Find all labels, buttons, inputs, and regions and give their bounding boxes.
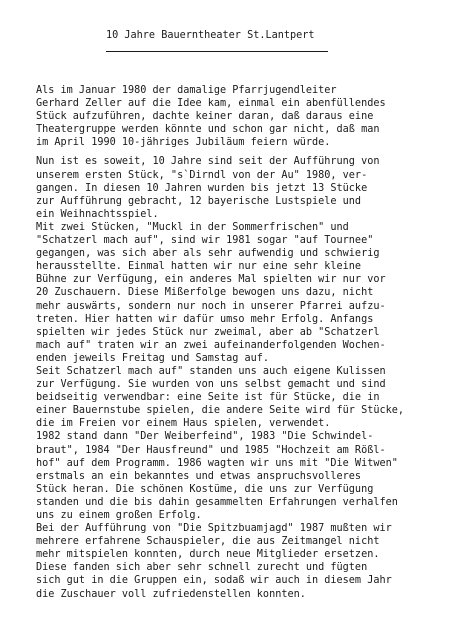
text-line: "Schatzerl mach auf", sind wir 1981 sogar "auf Tournee" <box>36 235 374 247</box>
text-line: gangen. In diesen 10 Jahren wurden bis jetzt 13 Stücke <box>36 182 368 194</box>
text-line: mach auf" traten wir an zwei aufeinanderfolgenden Wochen- <box>36 339 386 351</box>
text-line: im April 1990 10-jähriges Jubiläum feiern würde. <box>36 137 331 149</box>
text-line: Als im Januar 1980 der damalige Pfarrjugendleiter <box>36 85 337 96</box>
text-line: erstmals an ein bekanntes und etwas anspruchsvolleres <box>36 470 362 482</box>
text-line: spielten wir jedes Stück nur zweimal, aber ab "Schatzerl <box>36 326 380 338</box>
text-line: gegangen, was sich aber als sehr aufwendig und schwierig <box>36 248 380 260</box>
text-line: unserem ersten Stück, "s`Dirndl von der Au" 1980, ver- <box>36 169 368 181</box>
title-underline <box>106 51 328 52</box>
text-line: uns zu einem großen Erfolg. <box>36 510 202 521</box>
text-line: mehrere erfahrene Schauspieler, die aus Zeitmangel nicht <box>36 536 380 548</box>
text-line: Nun ist es soweit, 10 Jahre sind seit der Aufführung von <box>36 156 380 168</box>
text-line: mehr auswärts, sondern nur noch in unserer Pfarrei aufzu- <box>36 300 386 312</box>
text-line: Bei der Aufführung von "Die Spitzbuamjagd" 1987 mußten wir <box>36 523 392 535</box>
text-line: beidseitig verwendbar: eine Seite ist für Stücke, die in <box>36 392 380 404</box>
text-line: Bühne zur Verfügung, ein anderes Mal spielten wir nur vor <box>36 274 386 286</box>
text-line: braut", 1984 "Der Hausfreund" und 1985 "Hochzeit am Rößl- <box>36 444 386 456</box>
text-line: ein Weihnachtsspiel. <box>36 208 159 220</box>
text-line: sich gut in die Gruppen ein, sodaß wir auch in diesem Jahr <box>36 575 392 587</box>
document-body <box>36 84 444 601</box>
text-line: 1982 stand dann "Der Weiberfeind", 1983 "Die Schwindel- <box>36 431 374 443</box>
paragraph <box>36 155 444 600</box>
text-line: treten. Hier hatten wir dafür umso mehr Erfolg. Anfangs <box>36 313 374 325</box>
text-line: Gerhard Zeller auf die Idee kam, einmal ein abenfüllendes <box>36 98 386 110</box>
text-line: Diese fanden sich aber sehr schnell zurecht und fügten <box>36 562 368 574</box>
text-line: Theatergruppe werden könnte und schon gar nicht, daß man <box>36 124 380 136</box>
text-line: einer Bauernstube spielen, die andere Seite wird für Stücke, <box>36 405 405 417</box>
text-line: hof" auf dem Programm. 1986 wagten wir uns mit "Die Witwen" <box>36 457 398 469</box>
text-line: mehr mitspielen konnten, durch neue Mitglieder ersetzen. <box>36 549 380 561</box>
text-line: Stück heran. Die schönen Kostüme, die uns zur Verfügung <box>36 483 374 495</box>
text-line: zur Aufführung gebracht, 12 bayerische Lustspiele und <box>36 195 362 207</box>
paragraph <box>36 84 444 149</box>
text-line: zur Verfügung. Sie wurden von uns selbst gemacht und sind <box>36 379 386 391</box>
text-line: die Zuschauer voll zufriedenstellen konnten. <box>36 588 306 600</box>
text-line: 20 Zuschauern. Diese Mißerfolge bewogen uns dazu, nicht <box>36 287 374 299</box>
text-line: Stück aufzuführen, dachte keiner daran, daß daraus eine <box>36 111 374 123</box>
document-title: 10 Jahre Bauerntheater St.Lantpert <box>106 30 315 41</box>
text-line: herausstellte. Einmal hatten wir nur eine sehr kleine <box>36 261 362 273</box>
text-line: Seit Schatzerl mach auf" standen uns auch eigene Kulissen <box>36 365 386 377</box>
text-line: Mit zwei Stücken, "Muckl in der Sommerfrischen" und <box>36 221 349 233</box>
text-line: die im Freien vor einem Haus spielen, verwendet. <box>36 418 331 430</box>
text-line: standen und die bis dahin gesammelten Erfahrungen verhalfen <box>36 496 398 508</box>
text-line: enden jeweils Freitag und Samstag auf. <box>36 352 270 364</box>
